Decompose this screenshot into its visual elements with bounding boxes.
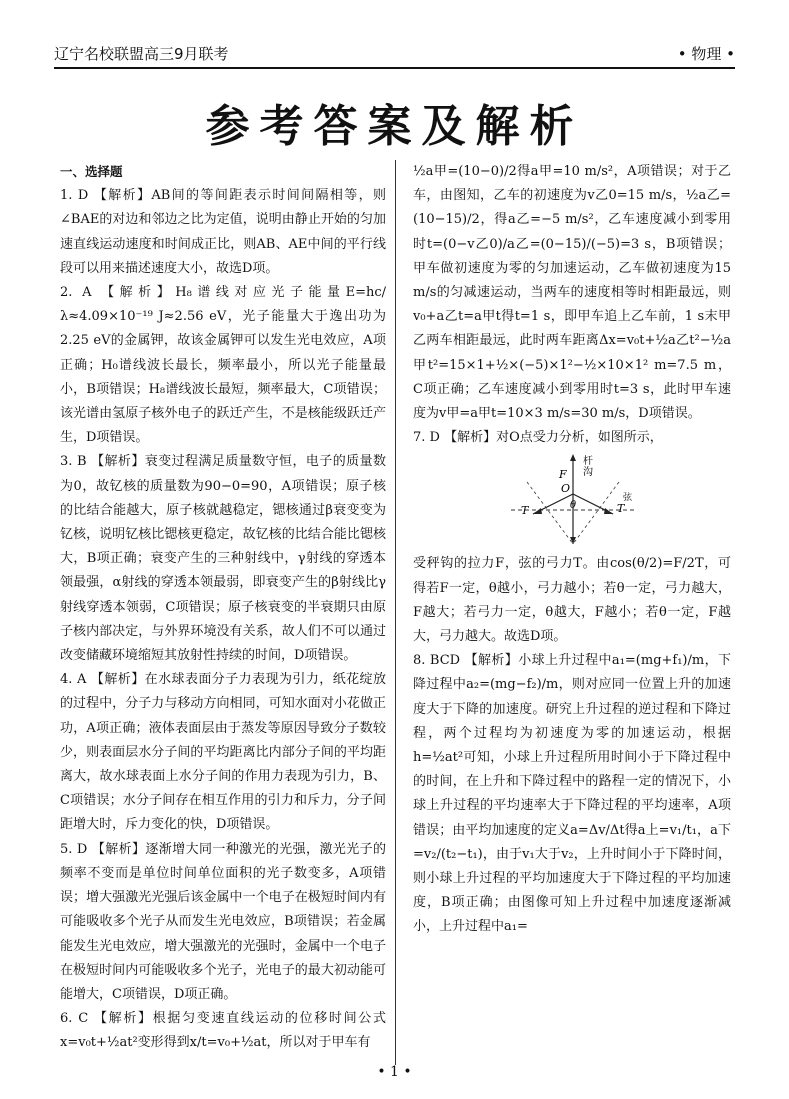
right-column — [413, 160, 731, 940]
page-title: 参考答案及解析 — [205, 101, 584, 152]
header-left: 辽宁名校联盟高三9月联考 — [54, 45, 229, 63]
answer-5: 5. D 【解析】逐渐增大同一种激光的光强，激光光子的频率不变而是单位时间单位面积的光子数变多，A项错误；增大强激光光强后该金属中一个电子在极短时间内有可能吸收多个光子从而发生光电效应，B项错误；若金属能发生光电效应，增大强激光的光强时，金属中一个电子在极短时间内可能吸收多个光子，光电子的最大初动能可能增大，C项错误，D项正确。 — [60, 841, 386, 1002]
t-left-arrow — [533, 508, 542, 514]
answer-3: 3. B 【解析】衰变过程满足质量数守恒，电子的质量数为0，故钇核的质量数为90−0=90，A项错误；原子核的比结合能越大，原子核就越稳定，锶核通过β衰变变为钇核，说明钇核比锶核更稳定，故钇核的比结合能比锶核大，B项正确；衰变产生的三种射线中，γ射线的穿透本领最强，α射线的穿透本领最弱，即衰变产生的β射线比γ射线穿透本领弱，C项错误；原子核衰变的半衰期只由原子核内部决定，与外界环境没有关系，故人们不可以通过改变储藏环境缩短其放射性持续的时间，D项错误。 — [60, 454, 386, 664]
answer-6: 6. C 【解析】根据匀变速直线运动的位移时间公式x=v₀t+½at²变形得到x/t=v₀+½at，所以对于甲车有 — [60, 1011, 386, 1051]
label-o: O — [561, 482, 571, 496]
answer-4: 4. A 【解析】在水球表面分子力表现为引力，纸花绽放的过程中，分子力与移动方向相同，可知水面对小花做正功，A项正确；液体表面层由于蒸发等原因导致分子数较少，则表面层水分子间的平均距离比内部分子间的平均距离大，故水球表面上水分子间的作用力表现为引力，B、C项错误；水分子间存在相互作用的引力和斥力，分子间距增大时，斥力变化的快，D项错误。 — [60, 672, 386, 833]
label-rope2: 沟 — [583, 467, 593, 479]
label-t-right: T — [617, 502, 625, 516]
answer-1: 1. D 【解析】AB间的等间距表示时间间隔相等，则∠BAE的对边和邻边之比为定值，说明由静止开始的匀加速直线运动速度和时间成正比，则AB、AE中间的平行线段可以用来描述速度大小，故选D项。 — [60, 188, 386, 276]
t-right-arrow — [604, 508, 613, 514]
answer-7: 7. D 【解析】对O点受力分析，如图所示， — [413, 430, 663, 446]
header-rule — [54, 67, 735, 69]
page-header — [54, 43, 735, 65]
header-right: • 物理 • — [677, 45, 735, 63]
label-f: F — [559, 468, 567, 482]
answer-8: 8. BCD 【解析】小球上升过程中a₁=(mg+f₁)/m，下降过程中a₂=(mg−f₂)/m，则对应同一位置上升的加速度大于下降的加速度。研究上升过程的逆过程和下降过程，两个过程均为初速度为零的加速运动，根据h=½at²可知，小球上升过程所用时间小于下降过程中的时间，在上升和下降过程中的路程一定的情况下，小球上升过程的平均速率大于下降过程的平均速率，A项错误；由平均加速度的定义a=Δv/Δt得a上=v₁/t₁，a下=v₂/(t₂−t₁)，由于v₁大于v₂，上升时间小于下降时间，则小球上升过程的平均加速度大于下降过程的平均加速度，B项正确；由图像可知上升过程中加速度逐渐减小，上升过程中a₁= — [413, 653, 731, 935]
answer-7-cont: 受秤钩的拉力F，弦的弓力T。由cos(θ/2)=F/2T，可得若F一定，θ越小，弓力越小；若θ一定，弓力越大，F越大；若弓力一定，θ越大，F越小；若θ一定，F越大，弓力越大。故选D项。 — [413, 556, 731, 645]
left-column — [60, 160, 386, 1056]
label-extra: 弦 — [623, 493, 633, 504]
answer-6-cont: ½a甲=(10−0)/2得a甲=10 m/s²，A项错误；对于乙车，由图知，乙车的初速度为v乙0=15 m/s，½a乙=(10−15)/2，得a乙=−5 m/s²，乙车速度减小到零用时t=(0−v乙0)/a乙=(0−15)/(−5)=3 s，B项错误；甲车做初速度为零的匀加速运动，乙车做初速度为15 m/s的匀减速运动，当两车的速度相等时相距最远，则v₀+a乙t=a甲t得t=1 s，即甲车追上乙车前，1 s末甲乙两车相距最远，此时两车距离Δx=v₀t+½a乙t²−½a甲t²=15×1+½×(−5)×1²−½×10×1² m=7.5 m，C项正确；乙车速度减小到零用时t=3 s，此时甲车速度为v甲=a甲t=10×3 m/s=30 m/s，D项错误。 — [413, 164, 731, 422]
label-theta: θ — [570, 500, 577, 512]
label-rope: 杆 — [583, 456, 593, 468]
label-t-left: T — [521, 504, 529, 518]
force-diagram — [413, 452, 731, 548]
rod-arrow-up — [570, 454, 576, 461]
page-number: • 1 • — [377, 1064, 412, 1080]
column-divider — [395, 160, 396, 1065]
answer-2: 2. A 【解析】H₈谱线对应光子能量E=hc/λ≈4.09×10⁻¹⁹ J≈2.56 eV，光子能量大于逸出功为2.25 eV的金属钾，故该金属钾可以发生光电效应，A项正确；H₀谱线波长最长，频率最小，所以光子能量最小，B项错误；H₈谱线波长最短，频率最大，C项错误；该光谱由氢原子核外电子的跃迁产生，不是核能级跃迁产生，D项错误。 — [60, 285, 386, 446]
section-heading: 一、选择题 — [60, 164, 123, 179]
force-diagram-svg — [503, 452, 643, 548]
